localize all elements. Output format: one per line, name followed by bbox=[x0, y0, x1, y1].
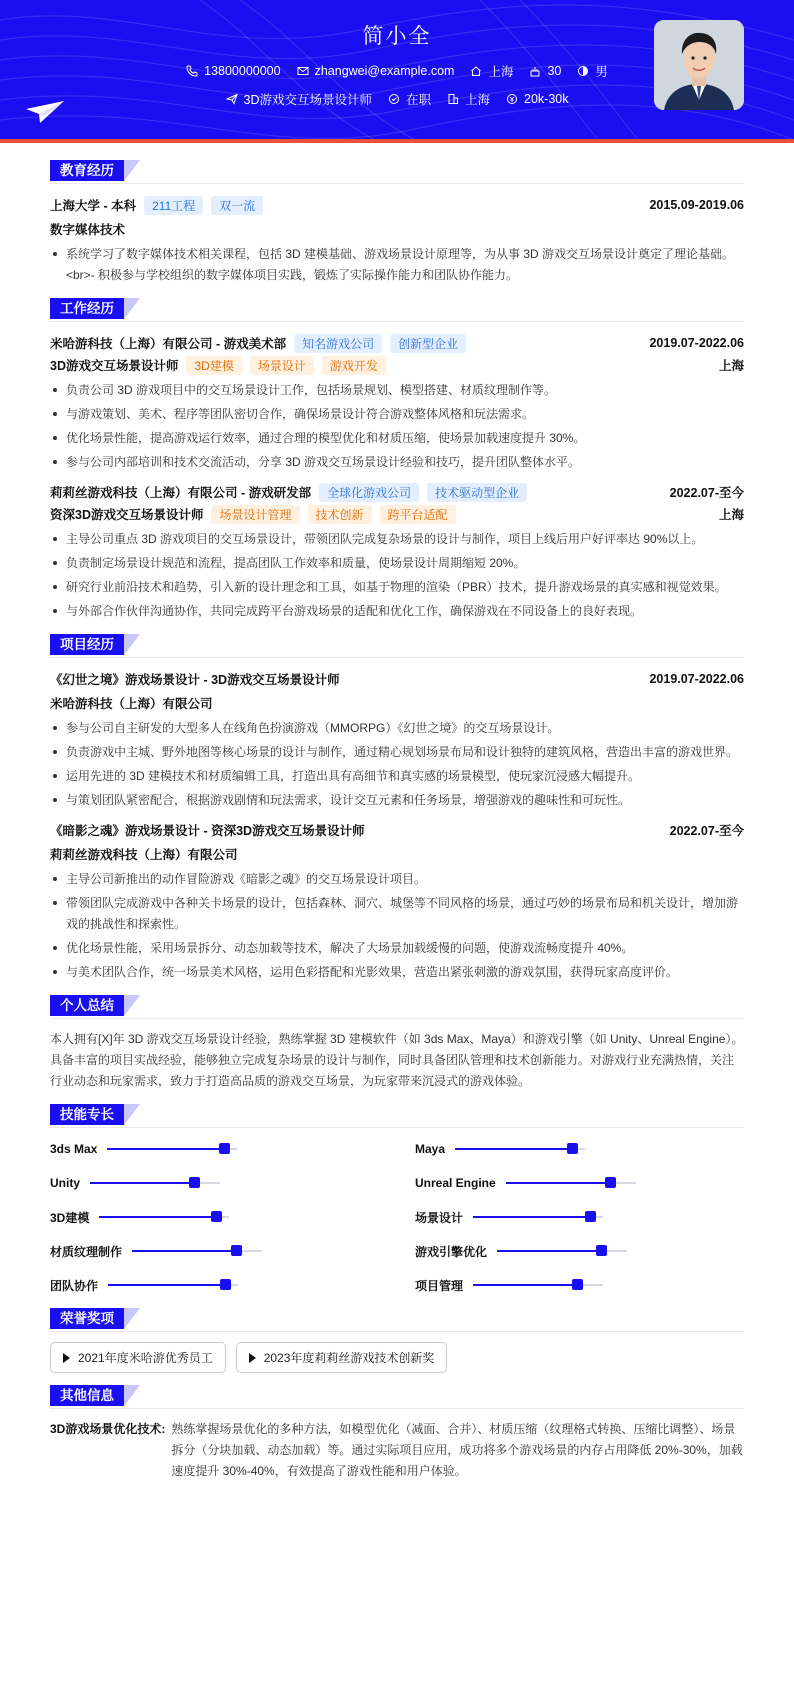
skill-bar bbox=[99, 1216, 229, 1218]
skill-bar bbox=[107, 1148, 237, 1150]
job-bullets bbox=[50, 529, 744, 622]
list-item: 主导公司重点 3D 游戏项目的交互场景设计，带领团队完成复杂场景的设计与制作，项目上线后用户好评率达 90%以上。 bbox=[50, 529, 744, 550]
skill-item bbox=[50, 1240, 379, 1262]
skill-bar-knob bbox=[567, 1143, 578, 1154]
skill-bar-knob bbox=[220, 1279, 231, 1290]
email-item bbox=[297, 62, 455, 80]
skill-bar bbox=[473, 1284, 603, 1286]
role-tag: 技术创新 bbox=[308, 505, 372, 524]
skill-bar-fill bbox=[497, 1250, 601, 1252]
other-text: 熟练掌握场景优化的多种方法，如模型优化（减面、合并）、材质压缩（纹理格式转换、压缩比调整）、场景拆分（分块加载、动态加载）等。通过实际项目应用，成功将多个游戏场景的内存占用降低 20%-30%，加载速度提升 30%-40%，有效提高了游戏性能和用户体验。 bbox=[171, 1422, 743, 1478]
age-icon bbox=[529, 65, 541, 77]
skill-bar-knob bbox=[605, 1177, 616, 1188]
phone-text: 13800000000 bbox=[204, 64, 281, 78]
project-entry bbox=[50, 668, 744, 811]
project-date: 2019.07-2022.06 bbox=[649, 672, 744, 686]
skill-bar-knob bbox=[585, 1211, 596, 1222]
list-item: 研究行业前沿技术和趋势，引入新的设计理念和工具，如基于物理的渲染（PBR）技术，提升游戏场景的真实感和视觉效果。 bbox=[50, 577, 744, 598]
job-city: 上海 bbox=[718, 508, 744, 522]
other-section bbox=[50, 1385, 744, 1482]
job-bullets bbox=[50, 380, 744, 473]
skill-name: 游戏引擎优化 bbox=[415, 1244, 488, 1259]
skills-section bbox=[50, 1104, 744, 1296]
education-header bbox=[50, 160, 744, 184]
section-title: 教育经历 bbox=[50, 160, 124, 181]
skill-bar bbox=[90, 1182, 220, 1184]
skill-name: 场景设计 bbox=[415, 1210, 464, 1225]
location-text: 上海 bbox=[488, 65, 514, 79]
summary-header bbox=[50, 995, 744, 1019]
list-item: 参与公司自主研发的大型多人在线角色扮演游戏（MMORPG）《幻世之境》的交互场景设计。 bbox=[50, 718, 744, 739]
skill-bar-fill bbox=[473, 1216, 590, 1218]
skill-name: Unity bbox=[50, 1176, 80, 1190]
list-item: 系统学习了数字媒体技术相关课程，包括 3D 建模基础、游戏场景设计原理等，为从事 3D 游戏交互场景设计奠定了理论基础。<br>- 积极参与学校组织的数字媒体项目实践，锻炼了实际操作能力和团队协作能力。 bbox=[50, 244, 744, 286]
award-text: 2023年度莉莉丝游戏技术创新奖 bbox=[263, 1351, 435, 1365]
skill-name: 材质纹理制作 bbox=[50, 1244, 123, 1259]
projects-header bbox=[50, 634, 744, 658]
section-title: 荣誉奖项 bbox=[50, 1308, 124, 1329]
skill-bar bbox=[132, 1250, 262, 1252]
skill-bar-fill bbox=[90, 1182, 194, 1184]
skill-bar-fill bbox=[99, 1216, 216, 1218]
skill-item bbox=[50, 1206, 379, 1228]
list-item: 带领团队完成游戏中各种关卡场景的设计，包括森林、洞穴、城堡等不同风格的场景，通过巧妙的场景布局和机关设计，增加游戏的挑战性和探索性。 bbox=[50, 893, 744, 935]
skill-bar-fill bbox=[455, 1148, 572, 1150]
status-icon bbox=[388, 93, 400, 105]
projects-section bbox=[50, 634, 744, 983]
list-item: 与外部合作伙伴沟通协作，共同完成跨平台游戏场景的适配和优化工作，确保游戏在不同设备上的良好表现。 bbox=[50, 601, 744, 622]
location-item bbox=[470, 62, 513, 80]
skill-bar bbox=[455, 1148, 585, 1150]
project-title-row bbox=[50, 668, 744, 690]
project-company: 米哈游科技（上海）有限公司 bbox=[50, 697, 213, 711]
salary-icon bbox=[506, 93, 518, 105]
awards-list bbox=[50, 1342, 744, 1373]
target-city-text: 上海 bbox=[465, 93, 491, 107]
job-role-row bbox=[50, 354, 744, 376]
other-header bbox=[50, 1385, 744, 1409]
candidate-name: 简小全 bbox=[362, 25, 432, 48]
company-tag: 全球化游戏公司 bbox=[319, 483, 419, 502]
salary-text: 20k-30k bbox=[524, 92, 569, 106]
skills-grid bbox=[50, 1138, 744, 1296]
gender-text: 男 bbox=[595, 65, 608, 79]
target-role-item bbox=[226, 90, 372, 108]
age-item bbox=[529, 62, 561, 80]
skill-bar bbox=[108, 1284, 238, 1286]
skill-item bbox=[415, 1240, 744, 1262]
summary-section bbox=[50, 995, 744, 1092]
section-title: 个人总结 bbox=[50, 995, 124, 1016]
home-icon bbox=[470, 65, 482, 77]
resume-body bbox=[50, 160, 744, 1494]
list-item: 参与公司内部培训和技术交流活动，分享 3D 游戏交互场景设计经验和技巧，提升团队整体水平。 bbox=[50, 452, 744, 473]
role-tag: 跨平台适配 bbox=[380, 505, 456, 524]
skill-bar bbox=[473, 1216, 603, 1218]
skill-item bbox=[415, 1138, 744, 1160]
project-name: 《幻世之境》游戏场景设计 - 3D游戏交互场景设计师 bbox=[50, 673, 340, 687]
school-tag: 211工程 bbox=[144, 196, 203, 215]
skill-item bbox=[415, 1274, 744, 1296]
email-text: zhangwei@example.com bbox=[314, 64, 455, 78]
list-item: 与策划团队紧密配合，根据游戏剧情和玩法需求，设计交互元素和任务场景，增强游戏的趣味性和可玩性。 bbox=[50, 790, 744, 811]
work-section bbox=[50, 298, 744, 622]
list-item: 运用先进的 3D 建模技术和材质编辑工具，打造出具有高细节和真实感的场景模型，使玩家沉浸感大幅提升。 bbox=[50, 766, 744, 787]
skills-header bbox=[50, 1104, 744, 1128]
section-title: 技能专长 bbox=[50, 1104, 124, 1125]
summary-text: 本人拥有[X]年 3D 游戏交互场景设计经验，熟练掌握 3D 建模软件（如 3ds Max、Maya）和游戏引擎（如 Unity、Unreal Engine）。具备丰富的项目实战经验，能够独立完成复杂场景的设计与制作，同时具备团队管理和技术创新能力。对游戏行业充满热情，关注行业动态和玩家需求，致力于打造高品质的游戏交互场景，为玩家带来沉浸式的游戏体验。 bbox=[50, 1032, 744, 1088]
company-tag: 知名游戏公司 bbox=[294, 334, 382, 353]
skill-item bbox=[50, 1274, 379, 1296]
list-item: 负责公司 3D 游戏项目中的交互场景设计工作，包括场景规划、模型搭建、材质纹理制作等。 bbox=[50, 380, 744, 401]
header-accent-stripe bbox=[0, 139, 794, 143]
list-item: 负责制定场景设计规范和流程，提高团队工作效率和质量，使场景设计周期缩短 20%。 bbox=[50, 553, 744, 574]
skill-name: 团队协作 bbox=[50, 1278, 99, 1293]
list-item: 主导公司新推出的动作冒险游戏《暗影之魂》的交互场景设计项目。 bbox=[50, 869, 744, 890]
avatar bbox=[654, 20, 744, 110]
skill-item bbox=[50, 1138, 379, 1160]
skill-bar-fill bbox=[506, 1182, 610, 1184]
other-info bbox=[50, 1419, 744, 1482]
avatar-portrait bbox=[654, 20, 744, 110]
skill-bar-knob bbox=[219, 1143, 230, 1154]
other-label: 3D游戏场景优化技术: bbox=[50, 1422, 166, 1436]
skill-bar bbox=[497, 1250, 627, 1252]
project-name: 《暗影之魂》游戏场景设计 - 资深3D游戏交互场景设计师 bbox=[50, 824, 365, 838]
list-item: 与游戏策划、美术、程序等团队密切合作，确保场景设计符合游戏整体风格和玩法需求。 bbox=[50, 404, 744, 425]
awards-section bbox=[50, 1308, 744, 1373]
company-name: 米哈游科技（上海）有限公司 - 游戏美术部 bbox=[50, 337, 287, 351]
school-name: 上海大学 - 本科 bbox=[50, 199, 137, 213]
skill-bar-fill bbox=[107, 1148, 224, 1150]
skill-item bbox=[415, 1172, 744, 1194]
job-city: 上海 bbox=[718, 359, 744, 373]
paper-plane-icon bbox=[26, 101, 64, 123]
resume-header bbox=[0, 0, 794, 143]
status-item bbox=[388, 90, 431, 108]
project-bullets bbox=[50, 718, 744, 811]
role-tag: 场景设计 bbox=[250, 356, 314, 375]
job-role-row bbox=[50, 503, 744, 525]
skill-name: Maya bbox=[415, 1142, 446, 1156]
list-item: 与美术团队合作，统一场景美术风格，运用色彩搭配和光影效果，营造出紧张刺激的游戏氛围，获得玩家高度评价。 bbox=[50, 962, 744, 983]
phone-item bbox=[186, 62, 280, 80]
role-tag: 3D建模 bbox=[186, 356, 241, 375]
job-company-row bbox=[50, 332, 744, 354]
education-date: 2015.09-2019.06 bbox=[649, 198, 744, 212]
play-triangle-icon bbox=[63, 1353, 70, 1363]
skill-bar-fill bbox=[108, 1284, 225, 1286]
company-tag: 技术驱动型企业 bbox=[427, 483, 527, 502]
skill-bar-knob bbox=[211, 1211, 222, 1222]
school-tag: 双一流 bbox=[211, 196, 263, 215]
skill-bar-fill bbox=[132, 1250, 236, 1252]
target-city-item bbox=[447, 90, 490, 108]
job-entry bbox=[50, 332, 744, 473]
awards-header bbox=[50, 1308, 744, 1332]
skill-name: Unreal Engine bbox=[415, 1176, 496, 1190]
job-company-row bbox=[50, 481, 744, 503]
job-role: 3D游戏交互场景设计师 bbox=[50, 359, 179, 373]
project-date: 2022.07-至今 bbox=[669, 824, 744, 838]
gender-item bbox=[577, 62, 608, 80]
award-item bbox=[236, 1342, 448, 1373]
role-tag: 场景设计管理 bbox=[211, 505, 299, 524]
project-bullets bbox=[50, 869, 744, 983]
list-item: 负责游戏中主城、野外地图等核心场景的设计与制作，通过精心规划场景布局和设计独特的建筑风格，营造出丰富的游戏世界。 bbox=[50, 742, 744, 763]
section-title: 项目经历 bbox=[50, 634, 124, 655]
skill-bar-knob bbox=[596, 1245, 607, 1256]
skill-item bbox=[415, 1206, 744, 1228]
play-triangle-icon bbox=[249, 1353, 256, 1363]
education-section bbox=[50, 160, 744, 286]
gender-icon bbox=[577, 65, 589, 77]
section-title: 其他信息 bbox=[50, 1385, 124, 1406]
company-name: 莉莉丝游戏科技（上海）有限公司 - 游戏研发部 bbox=[50, 486, 312, 500]
skill-bar-knob bbox=[231, 1245, 242, 1256]
education-bullets bbox=[50, 244, 744, 286]
company-tag: 创新型企业 bbox=[390, 334, 466, 353]
building-icon bbox=[447, 93, 459, 105]
project-entry bbox=[50, 819, 744, 983]
work-header bbox=[50, 298, 744, 322]
skill-bar-knob bbox=[189, 1177, 200, 1188]
age-text: 30 bbox=[547, 64, 562, 78]
skill-name: 3D建模 bbox=[50, 1210, 90, 1225]
job-date: 2022.07-至今 bbox=[669, 486, 744, 500]
salary-item bbox=[506, 90, 568, 108]
send-icon bbox=[226, 93, 238, 105]
project-title-row bbox=[50, 819, 744, 841]
project-company: 莉莉丝游戏科技（上海）有限公司 bbox=[50, 848, 238, 862]
job-date: 2019.07-2022.06 bbox=[649, 336, 744, 350]
role-tag: 游戏开发 bbox=[322, 356, 386, 375]
education-row bbox=[50, 194, 744, 216]
skill-name: 3ds Max bbox=[50, 1142, 98, 1156]
award-item bbox=[50, 1342, 226, 1373]
phone-icon bbox=[186, 65, 198, 77]
skill-bar bbox=[506, 1182, 636, 1184]
job-role: 资深3D游戏交互场景设计师 bbox=[50, 508, 204, 522]
status-text: 在职 bbox=[405, 93, 431, 107]
skill-item bbox=[50, 1172, 379, 1194]
list-item: 优化场景性能，采用场景拆分、动态加载等技术，解决了大场景加载缓慢的问题，使游戏流畅度提升 40%。 bbox=[50, 938, 744, 959]
target-role-text: 3D游戏交互场景设计师 bbox=[243, 93, 372, 107]
major: 数字媒体技术 bbox=[50, 223, 126, 237]
skill-bar-fill bbox=[473, 1284, 577, 1286]
skill-bar-knob bbox=[572, 1279, 583, 1290]
mail-icon bbox=[297, 65, 309, 77]
list-item: 优化场景性能，提高游戏运行效率，通过合理的模型优化和材质压缩，使场景加载速度提升 30%。 bbox=[50, 428, 744, 449]
skill-name: 项目管理 bbox=[415, 1278, 464, 1293]
job-entry bbox=[50, 481, 744, 622]
section-title: 工作经历 bbox=[50, 298, 124, 319]
award-text: 2021年度米哈游优秀员工 bbox=[78, 1351, 213, 1365]
